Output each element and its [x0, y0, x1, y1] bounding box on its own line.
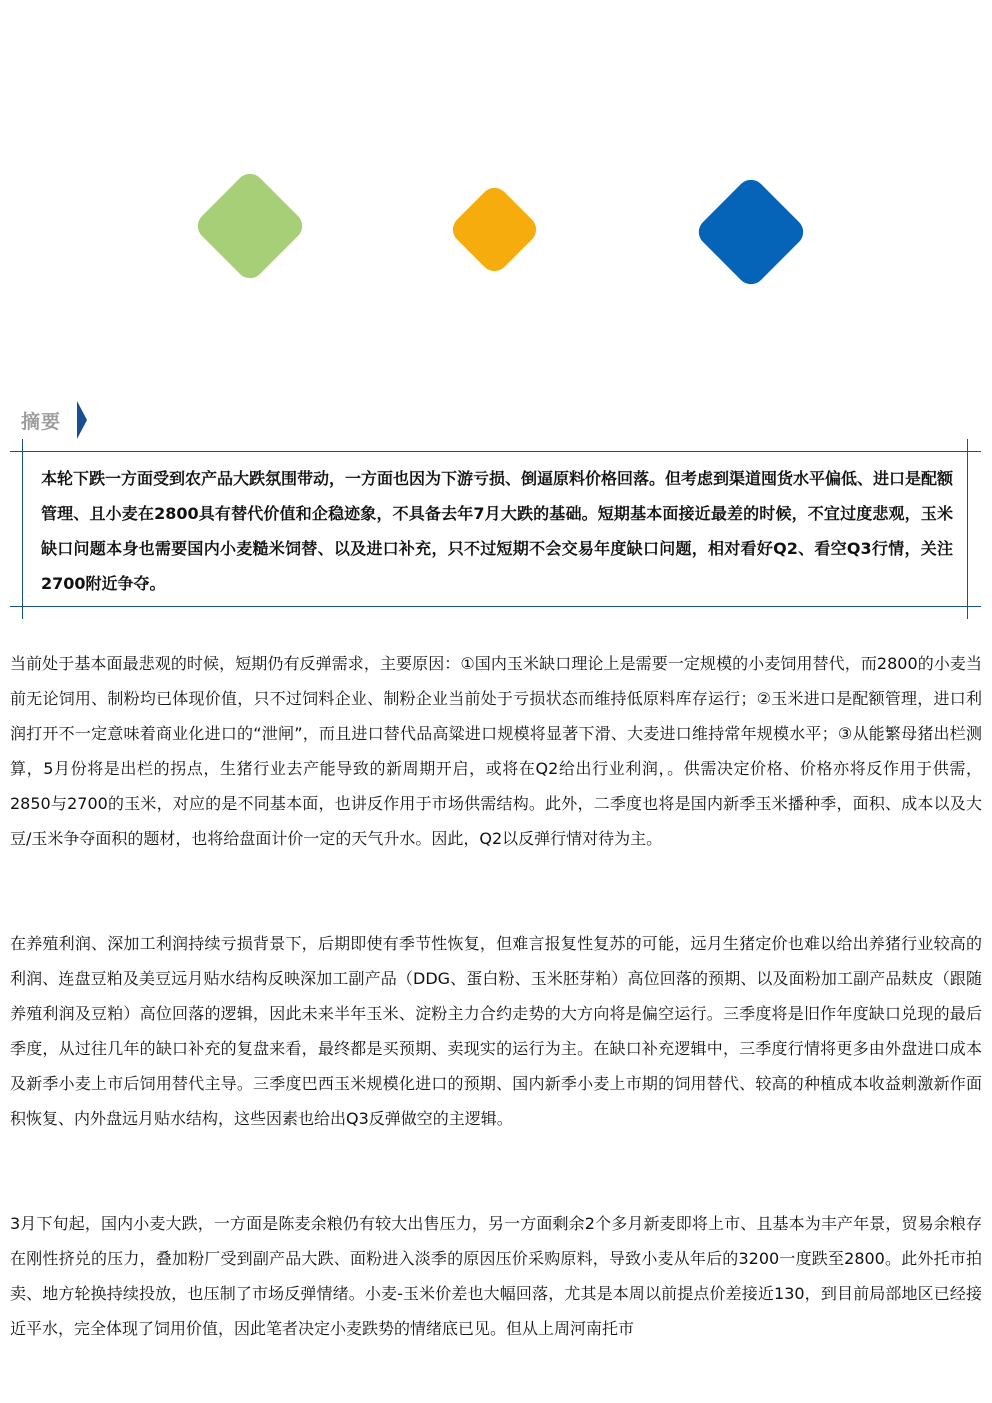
orange-diamond-shape — [447, 182, 542, 277]
blue-diamond-shape — [693, 174, 809, 290]
abstract-heading — [21, 400, 87, 440]
body-paragraph-3: 3月下旬起，国内小麦大跌，一方面是陈麦余粮仍有较大出售压力，另一方面剩余2个多月新麦即将上市、且基本为丰产年景，贸易余粮存在刚性挤兑的压力，叠加粉厂受到副产品大跌、面粉进入淡季的原因压价采购原料，导致小麦从年后的3200一度跌至2800。此外托市拍卖、地方轮换持续投放，也压制了市场反弹情绪。小麦-玉米价差也大幅回落，尤其是本周以前提点价差接近130，到目前局部地区已经接近平水，完全体现了饲用价值，因此笔者决定小麦跌势的情绪底已见。但从上周河南托市 — [10, 1214, 982, 1338]
body-paragraph-2: 在养殖利润、深加工利润持续亏损背景下，后期即使有季节性恢复，但难言报复性复苏的可能，远月生猪定价也难以给出养猪行业较高的利润、连盘豆粕及美豆远月贴水结构反映深加工副产品（DDG、蛋白粉、玉米胚芽粕）高位回落的预期、以及面粉加工副产品麸皮（跟随养殖利润及豆粕）高位回落的逻辑，因此未来半年玉米、淀粉主力合约走势的大方向将是偏空运行。三季度将是旧作年度缺口兑现的最后季度，从过往几年的缺口补充的复盘来看，最终都是买预期、卖现实的运行为主。在缺口补充逻辑中，三季度行情将更多由外盘进口成本及新季小麦上市后饲用替代主导。三季度巴西玉米规模化进口的预期、国内新季小麦上市期的饲用替代、较高的种植成本收益刺激新作面积恢复、内外盘远月贴水结构，这些因素也给出Q3反弹做空的主逻辑。 — [10, 934, 982, 1128]
abstract-box-right-border — [967, 451, 968, 607]
triangle-arrow-icon — [77, 401, 87, 439]
abstract-box-left-border — [22, 451, 23, 607]
abstract-label: 摘要 — [21, 410, 62, 433]
body-paragraph-1: 当前处于基本面最悲观的时候，短期仍有反弹需求，主要原因：①国内玉米缺口理论上是需要一定规模的小麦饲用替代，而2800的小麦当前无论饲用、制粉均已体现价值，只不过饲料企业、制粉企业当前处于亏损状态而维持低原料库存运行；②玉米进口是配额管理，进口利润打开不一定意味着商业化进口的“泄闸”，而且进口替代品高粱进口规模将显著下滑、大麦进口维持常年规模水平；③从能繁母猪出栏测算，5月份将是出栏的拐点，生猪行业去产能导致的新周期开启，或将在Q2给出行业利润，。供需决定价格、价格亦将反作用于供需，2850与2700的玉米，对应的是不同基本面，也讲反作用于市场供需结构。此外，二季度也将是国内新季玉米播种季，面积、成本以及大豆/玉米争夺面积的题材，也将给盘面计价一定的天气升水。因此，Q2以反弹行情对待为主。 — [10, 654, 982, 848]
abstract-text: 本轮下跌一方面受到农产品大跌氛围带动，一方面也因为下游亏损、倒逼原料价格回落。但考虑到渠道囤货水平偏低、进口是配额管理、且小麦在2800具有替代价值和企稳迹象，不具备去年7月大跌的基础。短期基本面接近最差的时候，不宜过度悲观，玉米缺口问题本身也需要国内小麦糙米饲替、以及进口补充，只不过短期不会交易年度缺口问题，相对看好Q2、看空Q3行情，关注2700附近争夺。 — [41, 469, 954, 593]
green-diamond-shape — [192, 168, 308, 284]
corner-tick — [22, 439, 23, 463]
corner-tick — [967, 595, 968, 619]
abstract-box-top-border — [10, 451, 981, 452]
abstract-box-bottom-border — [10, 606, 981, 607]
corner-tick — [967, 439, 968, 463]
corner-tick — [22, 595, 23, 619]
